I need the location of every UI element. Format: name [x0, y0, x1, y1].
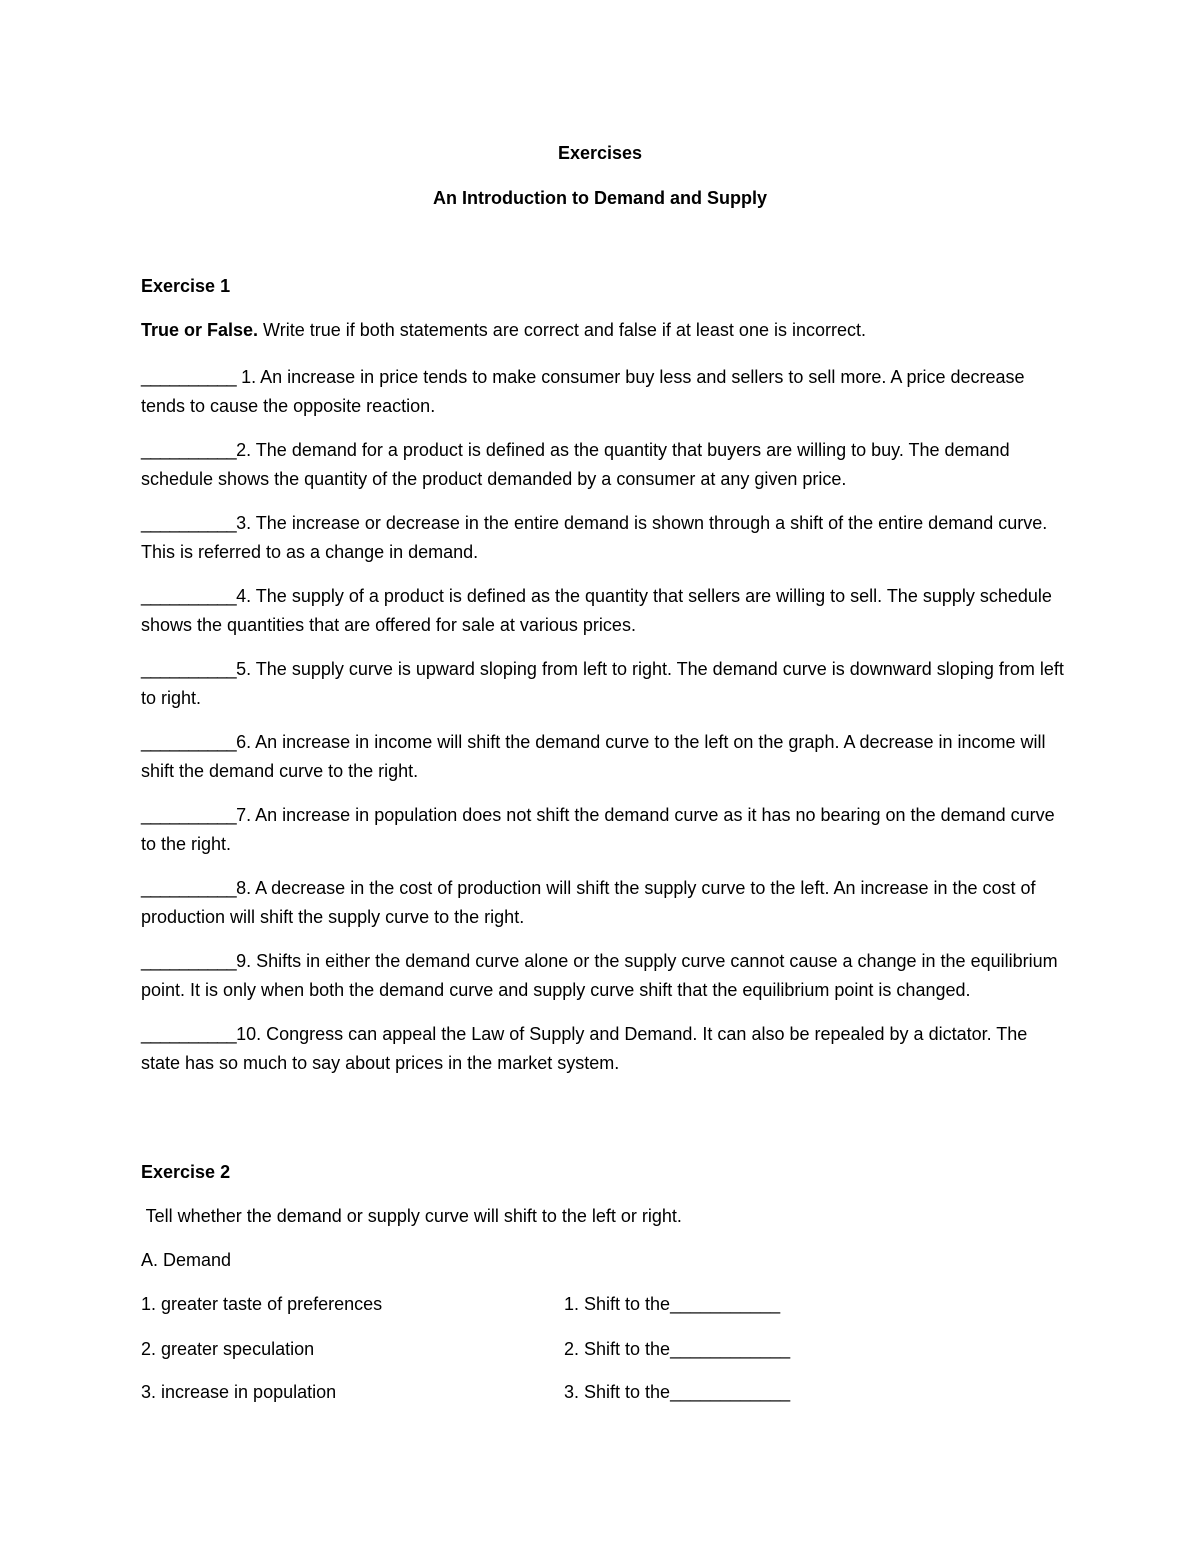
section-a-label: A. Demand — [141, 1250, 232, 1270]
answer-blank[interactable]: __________ — [141, 659, 237, 679]
exercise-1-instruction — [141, 320, 1071, 341]
item-text: 2. The demand for a product is defined as the quantity that buyers are willing to buy. The demand schedule shows the quantity of the product demanded by a consumer at any given price. — [141, 440, 1010, 489]
true-false-list — [141, 363, 1071, 1093]
item-text: 8. A decrease in the cost of production will shift the supply curve to the left. An increase in the cost of production will shift the supply curve to the right. — [141, 878, 1036, 927]
exercise-2-instruction: Tell whether the demand or supply curve will shift to the left or right. — [141, 1206, 682, 1226]
shift-answer-blank[interactable]: 3. Shift to the____________ — [564, 1382, 791, 1402]
answer-blank[interactable]: __________ — [141, 878, 237, 898]
list-item — [141, 874, 1071, 932]
list-item — [141, 801, 1071, 859]
shift-answer-blank[interactable]: 2. Shift to the____________ — [564, 1339, 791, 1359]
document-title: Exercises — [557, 143, 643, 163]
item-text: 9. Shifts in either the demand curve alone or the supply curve cannot cause a change in the equilibrium point. It is only when both the demand curve and supply curve shift that the equilibrium point is changed. — [141, 951, 1058, 1000]
factor-label: 1. greater taste of preferences — [141, 1294, 383, 1314]
list-item — [141, 1020, 1071, 1078]
document-subtitle: An Introduction to Demand and Supply — [433, 188, 767, 208]
item-text: 4. The supply of a product is defined as the quantity that sellers are willing to sell. The supply schedule shows the quantities that are offered for sale at various prices. — [141, 586, 1052, 635]
item-text: 1. An increase in price tends to make consumer buy less and sellers to sell more. A price decrease tends to cause the opposite reaction. — [141, 367, 1025, 416]
item-text: 5. The supply curve is upward sloping from left to right. The demand curve is downward sloping from left to right. — [141, 659, 1064, 708]
list-item — [141, 947, 1071, 1005]
item-text: 6. An increase in income will shift the demand curve to the left on the graph. A decrease in income will shift the demand curve to the right. — [141, 732, 1046, 781]
list-item — [141, 728, 1071, 786]
exercise-2-heading: Exercise 2 — [141, 1162, 231, 1182]
answer-blank[interactable]: __________ — [141, 805, 237, 825]
list-item — [141, 436, 1071, 494]
factor-label: 2. greater speculation — [141, 1339, 315, 1359]
instruction-bold-label: True or False. — [141, 320, 259, 340]
list-item — [141, 582, 1071, 640]
list-item — [141, 655, 1071, 713]
item-text: 3. The increase or decrease in the entire demand is shown through a shift of the entire demand curve. This is referred to as a change in demand. — [141, 513, 1048, 562]
factor-label: 3. increase in population — [141, 1382, 337, 1402]
exercise-1-heading: Exercise 1 — [141, 276, 231, 296]
answer-blank[interactable]: __________ — [141, 367, 237, 387]
answer-blank[interactable]: __________ — [141, 440, 237, 460]
shift-answer-blank[interactable]: 1. Shift to the___________ — [564, 1294, 781, 1314]
answer-blank[interactable]: __________ — [141, 732, 237, 752]
list-item — [141, 509, 1071, 567]
answer-blank[interactable]: __________ — [141, 951, 237, 971]
answer-blank[interactable]: __________ — [141, 513, 237, 533]
item-text: 7. An increase in population does not shift the demand curve as it has no bearing on the demand curve to the right. — [141, 805, 1055, 854]
item-text: 10. Congress can appeal the Law of Supply and Demand. It can also be repealed by a dictator. The state has so much to say about prices in the market system. — [141, 1024, 1028, 1073]
answer-blank[interactable]: __________ — [141, 586, 237, 606]
instruction-text: Write true if both statements are correct and false if at least one is incorrect. — [258, 320, 866, 340]
answer-blank[interactable]: __________ — [141, 1024, 237, 1044]
list-item — [141, 363, 1071, 421]
